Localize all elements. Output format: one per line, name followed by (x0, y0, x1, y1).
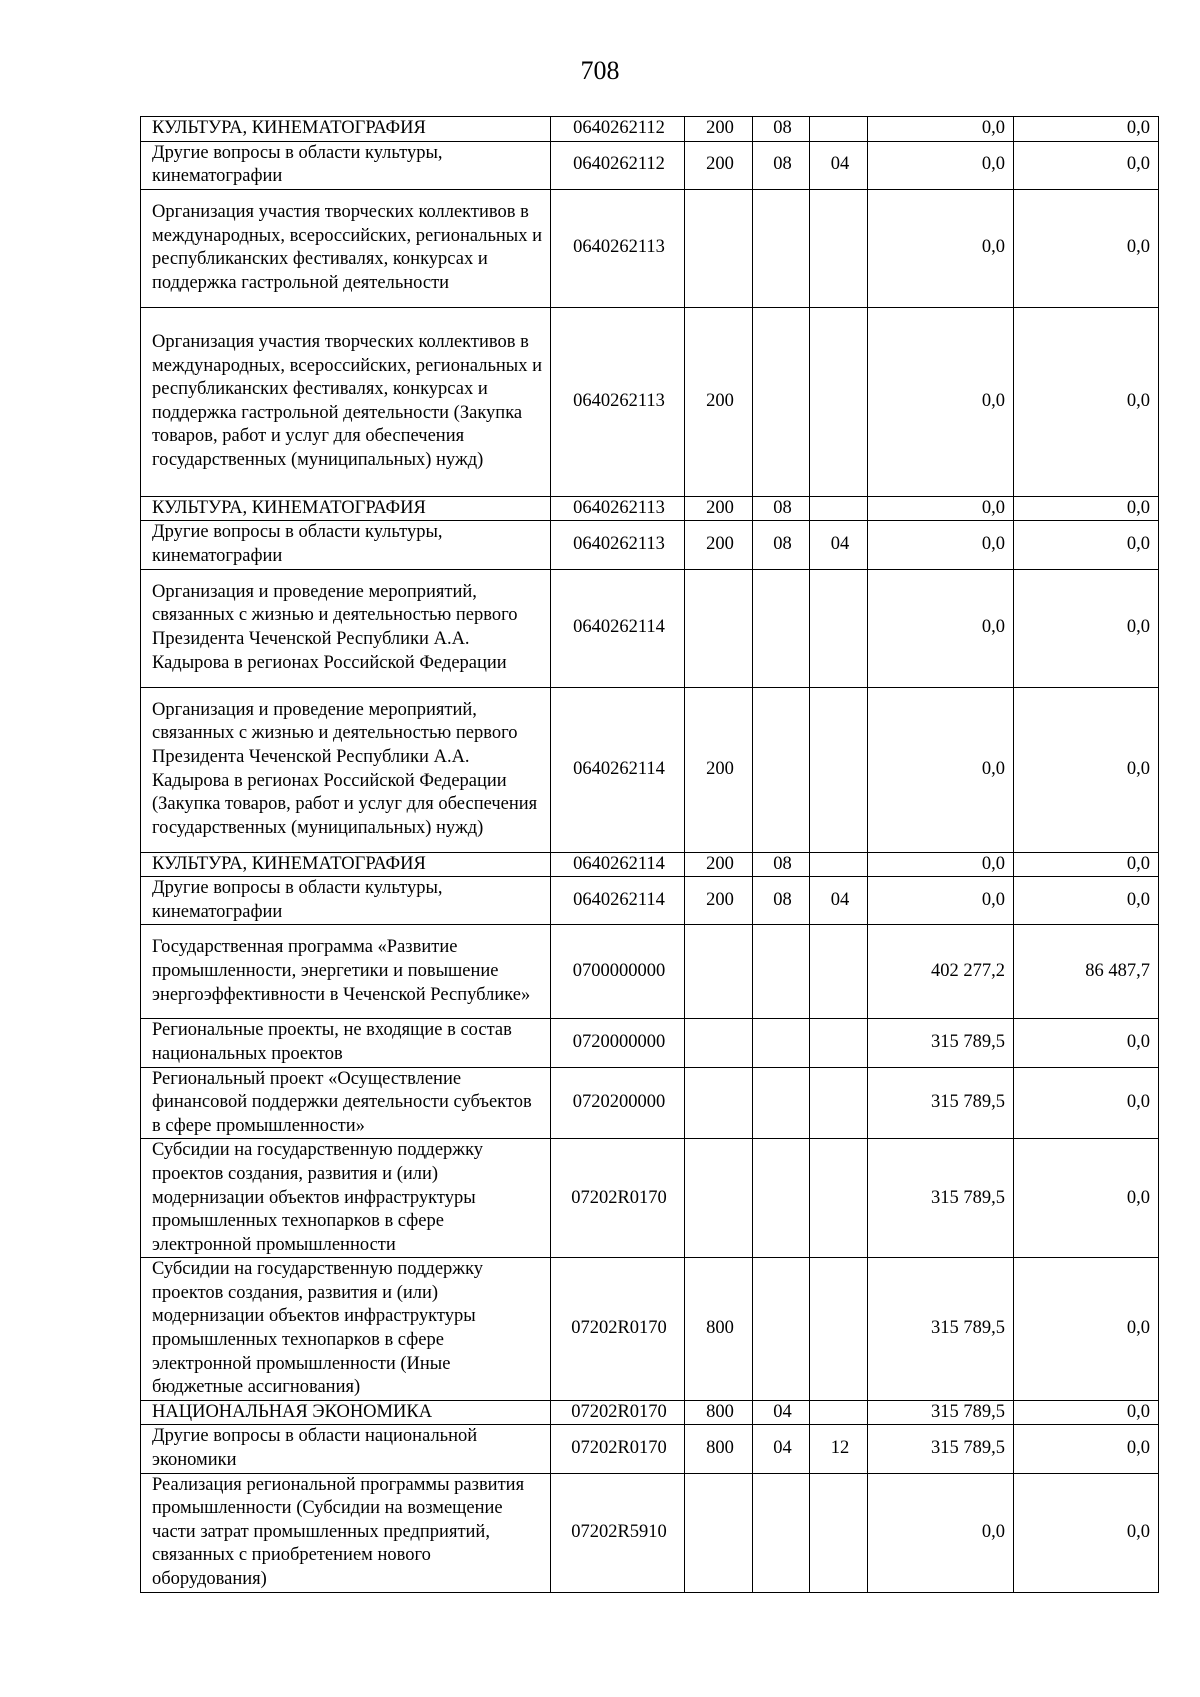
row-subsection (810, 1139, 868, 1258)
table-row (141, 521, 1159, 569)
row-amount-1: 0,0 (868, 307, 1014, 496)
table-row (141, 1473, 1159, 1592)
table-row (141, 877, 1159, 925)
row-amount-2: 0,0 (1014, 687, 1159, 852)
row-section (753, 687, 810, 852)
row-name: Субсидии на государственную поддержку проектов создания, развития и (или) модернизации объектов инфраструктуры промышленных технопарков в сфере электронной промышленности (Иные бюджетные ассигнования) (141, 1258, 551, 1401)
table-row (141, 852, 1159, 877)
table-row (141, 687, 1159, 852)
row-section (753, 1473, 810, 1592)
row-target-article: 0640262114 (551, 852, 685, 877)
table-row (141, 1400, 1159, 1425)
row-section: 08 (753, 117, 810, 142)
row-subsection: 04 (810, 877, 868, 925)
row-subsection: 04 (810, 141, 868, 189)
row-section: 08 (753, 496, 810, 521)
row-amount-2: 0,0 (1014, 189, 1159, 307)
table-row (141, 117, 1159, 142)
row-amount-1: 0,0 (868, 141, 1014, 189)
row-amount-2: 0,0 (1014, 569, 1159, 687)
row-amount-2: 0,0 (1014, 1019, 1159, 1067)
row-amount-2: 0,0 (1014, 1139, 1159, 1258)
row-expense-type: 800 (685, 1400, 753, 1425)
row-expense-type: 800 (685, 1425, 753, 1473)
row-target-article: 0640262113 (551, 521, 685, 569)
row-subsection (810, 189, 868, 307)
row-subsection (810, 496, 868, 521)
row-amount-2: 0,0 (1014, 141, 1159, 189)
row-name: Другие вопросы в области культуры, кинематографии (141, 141, 551, 189)
row-name: Субсидии на государственную поддержку проектов создания, развития и (или) модернизации объектов инфраструктуры промышленных технопарков в сфере электронной промышленности (141, 1139, 551, 1258)
row-amount-1: 0,0 (868, 521, 1014, 569)
row-subsection (810, 1258, 868, 1401)
row-section: 04 (753, 1400, 810, 1425)
table-row (141, 1425, 1159, 1473)
row-expense-type: 200 (685, 687, 753, 852)
budget-table-body (141, 117, 1159, 1593)
row-section: 08 (753, 521, 810, 569)
row-target-article: 0700000000 (551, 925, 685, 1019)
row-target-article: 0640262114 (551, 877, 685, 925)
row-amount-2: 0,0 (1014, 877, 1159, 925)
row-expense-type: 200 (685, 852, 753, 877)
row-expense-type (685, 1019, 753, 1067)
row-subsection (810, 1400, 868, 1425)
row-expense-type: 200 (685, 521, 753, 569)
row-expense-type: 200 (685, 307, 753, 496)
row-name: Организация и проведение мероприятий, связанных с жизнью и деятельностью первого Президента Чеченской Республики А.А. Кадырова в регионах Российской Федерации (Закупка товаров, работ и услуг для обеспечения государственных (муниципальных) нужд) (141, 687, 551, 852)
row-amount-2: 0,0 (1014, 1258, 1159, 1401)
row-target-article: 0720000000 (551, 1019, 685, 1067)
row-subsection (810, 117, 868, 142)
row-subsection: 12 (810, 1425, 868, 1473)
row-amount-2: 0,0 (1014, 1400, 1159, 1425)
row-name: Другие вопросы в области национальной экономики (141, 1425, 551, 1473)
row-amount-2: 0,0 (1014, 852, 1159, 877)
row-section (753, 925, 810, 1019)
row-section (753, 1019, 810, 1067)
row-amount-1: 0,0 (868, 189, 1014, 307)
row-name: КУЛЬТУРА, КИНЕМАТОГРАФИЯ (141, 496, 551, 521)
row-name: Региональный проект «Осуществление финансовой поддержки деятельности субъектов в сфере промышленности» (141, 1067, 551, 1139)
row-name: Организация и проведение мероприятий, связанных с жизнью и деятельностью первого Президента Чеченской Республики А.А. Кадырова в регионах Российской Федерации (141, 569, 551, 687)
row-amount-1: 0,0 (868, 569, 1014, 687)
page-number: 708 (580, 56, 620, 85)
row-subsection (810, 852, 868, 877)
row-name: Государственная программа «Развитие промышленности, энергетики и повышение энергоэффективности в Чеченской Республике» (141, 925, 551, 1019)
row-amount-2: 0,0 (1014, 117, 1159, 142)
row-expense-type: 200 (685, 877, 753, 925)
row-target-article: 0640262112 (551, 141, 685, 189)
row-subsection (810, 925, 868, 1019)
row-section (753, 569, 810, 687)
row-name: КУЛЬТУРА, КИНЕМАТОГРАФИЯ (141, 117, 551, 142)
row-amount-1: 0,0 (868, 117, 1014, 142)
row-amount-2: 0,0 (1014, 496, 1159, 521)
budget-table (140, 116, 1159, 1593)
row-target-article: 0640262114 (551, 569, 685, 687)
row-amount-2: 0,0 (1014, 521, 1159, 569)
table-row (141, 569, 1159, 687)
row-amount-1: 315 789,5 (868, 1019, 1014, 1067)
row-section: 08 (753, 141, 810, 189)
row-subsection (810, 569, 868, 687)
row-target-article: 07202R0170 (551, 1400, 685, 1425)
row-amount-1: 315 789,5 (868, 1258, 1014, 1401)
row-amount-1: 402 277,2 (868, 925, 1014, 1019)
table-row (141, 1019, 1159, 1067)
table-row (141, 307, 1159, 496)
row-subsection (810, 1067, 868, 1139)
row-expense-type (685, 1067, 753, 1139)
row-target-article: 07202R0170 (551, 1258, 685, 1401)
row-name: Другие вопросы в области культуры, кинематографии (141, 877, 551, 925)
row-amount-2: 0,0 (1014, 1473, 1159, 1592)
row-expense-type: 200 (685, 117, 753, 142)
row-amount-1: 0,0 (868, 496, 1014, 521)
row-target-article: 0720200000 (551, 1067, 685, 1139)
row-target-article: 0640262113 (551, 496, 685, 521)
row-target-article: 0640262113 (551, 189, 685, 307)
row-section: 08 (753, 877, 810, 925)
row-target-article: 07202R5910 (551, 1473, 685, 1592)
row-amount-1: 315 789,5 (868, 1400, 1014, 1425)
row-subsection (810, 1019, 868, 1067)
row-expense-type (685, 1139, 753, 1258)
row-target-article: 0640262114 (551, 687, 685, 852)
row-name: КУЛЬТУРА, КИНЕМАТОГРАФИЯ (141, 852, 551, 877)
row-subsection (810, 687, 868, 852)
row-expense-type (685, 1473, 753, 1592)
table-row (141, 189, 1159, 307)
row-subsection: 04 (810, 521, 868, 569)
table-row (141, 925, 1159, 1019)
row-name: Реализация региональной программы развития промышленности (Субсидии на возмещение части затрат промышленных предприятий, связанных с приобретением нового оборудования) (141, 1473, 551, 1592)
row-name: НАЦИОНАЛЬНАЯ ЭКОНОМИКА (141, 1400, 551, 1425)
row-expense-type: 800 (685, 1258, 753, 1401)
row-name: Другие вопросы в области культуры, кинематографии (141, 521, 551, 569)
row-amount-1: 315 789,5 (868, 1067, 1014, 1139)
row-section: 04 (753, 1425, 810, 1473)
row-section (753, 1067, 810, 1139)
row-amount-1: 0,0 (868, 687, 1014, 852)
row-expense-type (685, 925, 753, 1019)
row-amount-2: 86 487,7 (1014, 925, 1159, 1019)
row-amount-1: 0,0 (868, 877, 1014, 925)
table-row (141, 1067, 1159, 1139)
row-target-article: 0640262112 (551, 117, 685, 142)
table-row (141, 496, 1159, 521)
row-expense-type: 200 (685, 496, 753, 521)
row-section: 08 (753, 852, 810, 877)
table-row (141, 1139, 1159, 1258)
row-name: Организация участия творческих коллективов в международных, всероссийских, региональных и республиканских фестивалях, конкурсах и поддержка гастрольной деятельности (Закупка товаров, работ и услуг для обеспечения государственных (муниципальных) нужд) (141, 307, 551, 496)
row-section (753, 189, 810, 307)
row-expense-type: 200 (685, 141, 753, 189)
row-section (753, 1139, 810, 1258)
row-target-article: 0640262113 (551, 307, 685, 496)
row-section (753, 1258, 810, 1401)
row-amount-2: 0,0 (1014, 1067, 1159, 1139)
row-expense-type (685, 189, 753, 307)
row-target-article: 07202R0170 (551, 1425, 685, 1473)
row-amount-2: 0,0 (1014, 1425, 1159, 1473)
row-amount-1: 315 789,5 (868, 1139, 1014, 1258)
row-expense-type (685, 569, 753, 687)
row-name: Организация участия творческих коллективов в международных, всероссийских, региональных и республиканских фестивалях, конкурсах и поддержка гастрольной деятельности (141, 189, 551, 307)
table-row (141, 1258, 1159, 1401)
row-target-article: 07202R0170 (551, 1139, 685, 1258)
row-amount-1: 0,0 (868, 852, 1014, 877)
row-section (753, 307, 810, 496)
row-subsection (810, 1473, 868, 1592)
row-amount-2: 0,0 (1014, 307, 1159, 496)
row-subsection (810, 307, 868, 496)
row-name: Региональные проекты, не входящие в состав национальных проектов (141, 1019, 551, 1067)
row-amount-1: 0,0 (868, 1473, 1014, 1592)
row-amount-1: 315 789,5 (868, 1425, 1014, 1473)
table-row (141, 141, 1159, 189)
